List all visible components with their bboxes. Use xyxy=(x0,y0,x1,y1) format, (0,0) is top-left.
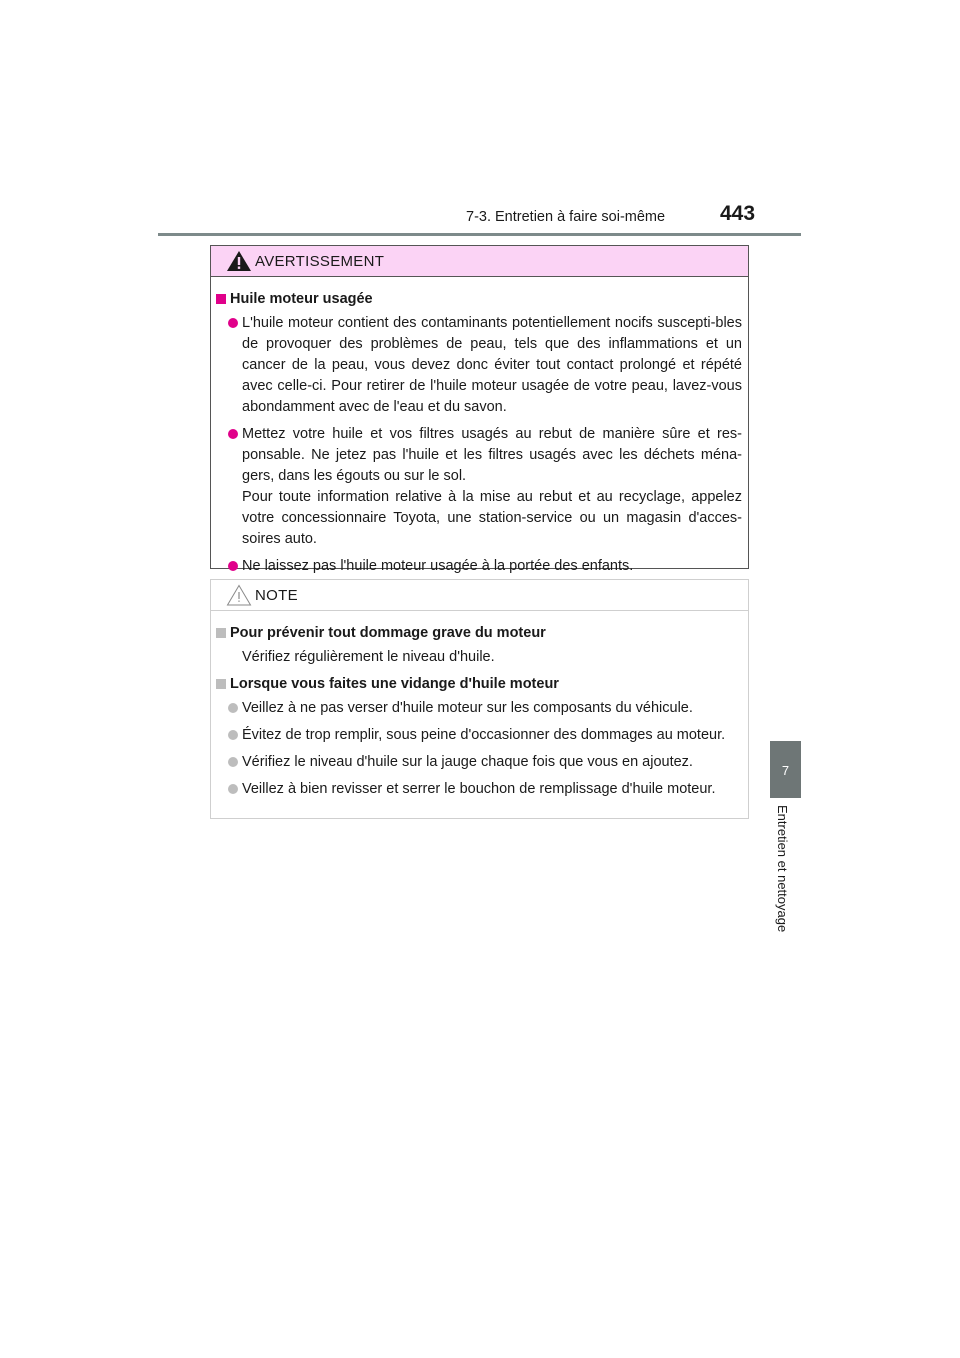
note-bullet xyxy=(215,698,742,719)
circle-bullet-icon xyxy=(228,318,238,328)
section-title: 7-3. Entretien à faire soi-même xyxy=(466,209,666,225)
circle-bullet-icon xyxy=(228,429,238,439)
circle-bullet-icon xyxy=(228,703,238,713)
note-bullet xyxy=(215,779,742,800)
warning-triangle-outline-icon xyxy=(226,584,252,606)
circle-bullet-icon xyxy=(228,561,238,571)
note-bullet-text: Évitez de trop remplir, sous peine d'occasionner des dommages au moteur. xyxy=(242,727,726,743)
warning-box xyxy=(210,245,749,574)
square-bullet-icon xyxy=(216,679,226,689)
warning-triangle-icon xyxy=(226,250,252,272)
warning-title: AVERTISSEMENT xyxy=(255,253,385,270)
warning-section-heading xyxy=(215,289,742,310)
square-bullet-icon xyxy=(216,628,226,638)
warning-bullet xyxy=(215,424,742,550)
note-text: Vérifiez régulièrement le niveau d'huile. xyxy=(242,649,495,665)
note-title: NOTE xyxy=(255,587,298,604)
warning-bullet-text: L'huile moteur contient des contaminants potentiellement nocifs suscepti-bles de provoquer des problèmes de peau, tels que des inflammations et un cancer de la peau, vous devez donc éviter tout contact prolongé et répété avec celle-ci. Pour retirer de l'huile moteur usagée de votre peau, lavez-vous abondamment avec de l'eau et du savon. xyxy=(242,315,742,415)
note-header xyxy=(211,580,748,611)
note-bullet-text: Veillez à bien revisser et serrer le bouchon de remplissage d'huile moteur. xyxy=(242,781,716,797)
note-heading-text: Lorsque vous faites une vidange d'huile moteur xyxy=(230,676,559,692)
warning-bullet xyxy=(215,313,742,418)
header-divider xyxy=(158,233,801,236)
warning-bullet-text: Ne laissez pas l'huile moteur usagée à la portée des enfants. xyxy=(242,558,634,574)
note-bullet xyxy=(215,752,742,773)
note-section-heading xyxy=(215,674,742,695)
warning-header xyxy=(211,246,748,277)
square-bullet-icon xyxy=(216,294,226,304)
note-bullet-text: Veillez à ne pas verser d'huile moteur sur les composants du véhicule. xyxy=(242,700,693,716)
note-bullet xyxy=(215,725,742,746)
page-number: 443 xyxy=(720,202,756,225)
note-box xyxy=(210,579,749,819)
circle-bullet-icon xyxy=(228,757,238,767)
chapter-tab xyxy=(770,741,801,798)
warning-bullet-extra-text: Pour toute information relative à la mise au rebut et au recyclage, appelez votre concessionnaire Toyota, une station-service ou un magasin d'acces-soires auto. xyxy=(242,489,742,547)
note-body xyxy=(211,611,748,800)
note-heading-text: Pour prévenir tout dommage grave du moteur xyxy=(230,625,546,641)
note-section-heading xyxy=(215,623,742,644)
warning-bullet xyxy=(215,556,742,577)
chapter-number: 7 xyxy=(781,763,790,778)
note-bullet-text: Vérifiez le niveau d'huile sur la jauge chaque fois que vous en ajoutez. xyxy=(242,754,693,770)
circle-bullet-icon xyxy=(228,784,238,794)
warning-heading-text: Huile moteur usagée xyxy=(230,291,373,307)
warning-body xyxy=(211,277,748,577)
chapter-side-title: Entretien et nettoyage xyxy=(775,805,790,933)
warning-bullet-text: Mettez votre huile et vos filtres usagés au rebut de manière sûre et res-ponsable. Ne jetez pas l'huile et les filtres usagés avec les déchets ména-gers, dans les égouts ou sur le sol. xyxy=(242,426,742,484)
circle-bullet-icon xyxy=(228,730,238,740)
